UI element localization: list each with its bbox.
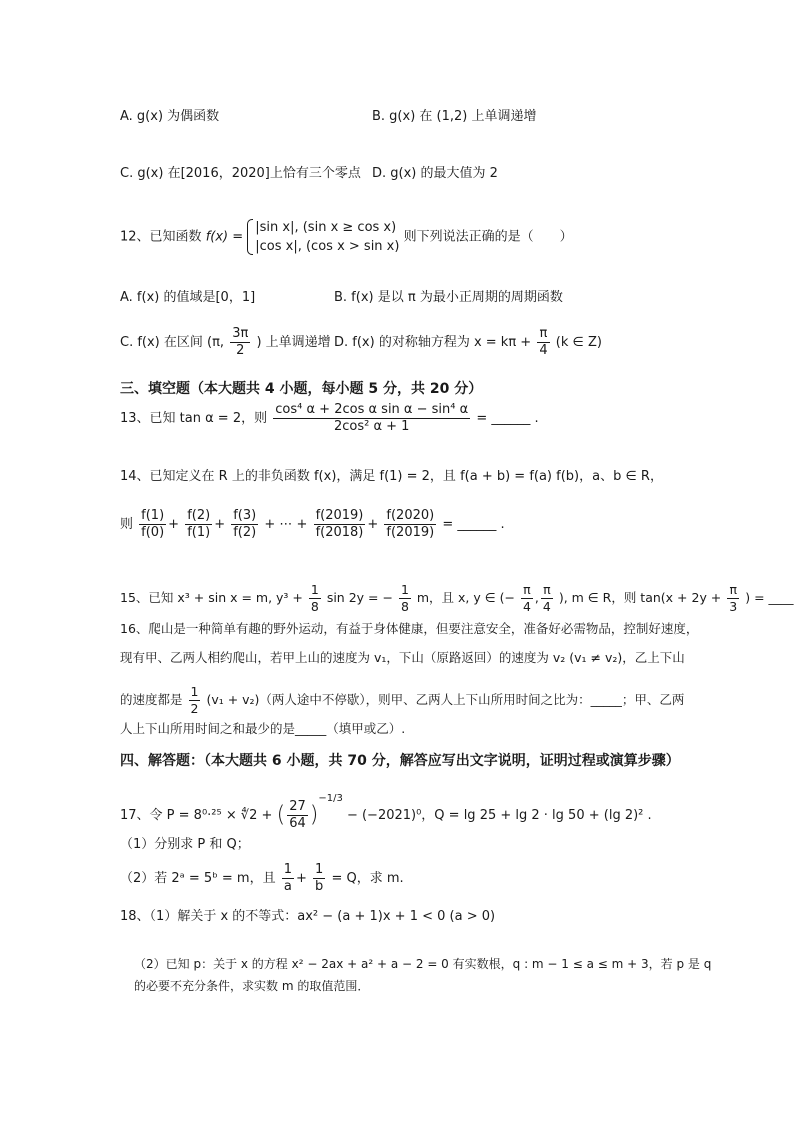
q16-line-3-post: (v₁ + v₂)（两人途中不停歇），则甲、乙两人上下山所用时间之比为：_____；甲、乙两 xyxy=(206,692,685,707)
q14-fraction-4 xyxy=(314,508,366,541)
q12-option-c xyxy=(120,326,331,359)
q15-fraction-e xyxy=(727,582,739,615)
q15-post: ) = ____ xyxy=(745,590,794,605)
q15-mid-2: m，且 x, y ∈ (− xyxy=(416,590,515,605)
q11-option-d: D. g(x) 的最大值为 2 xyxy=(372,166,498,181)
q17-fraction-b xyxy=(313,862,325,895)
q17-part-2-pre: （2）若 2ᵃ = 5ᵇ = m，且 xyxy=(120,871,276,886)
q12-case-2: |cos x|, (cos x > sin x) xyxy=(255,239,400,254)
q12-option-c-post: ) 上单调递增 xyxy=(256,335,331,350)
q15 xyxy=(120,582,794,615)
q12-suffix: 则下列说法正确的是（ ） xyxy=(403,229,573,245)
q12-option-d xyxy=(334,326,602,359)
q16-line-3 xyxy=(120,684,684,717)
fraction-denominator: 8 xyxy=(310,599,319,614)
fraction-denominator: 4 xyxy=(522,599,531,614)
fraction-denominator: 2 xyxy=(236,343,245,358)
fraction-denominator: 4 xyxy=(539,343,548,358)
fraction-numerator: π xyxy=(727,582,739,599)
q12-prefix: 12、已知函数 xyxy=(120,229,202,245)
fraction-numerator: 1 xyxy=(283,862,293,877)
q12-option-d-pre: D. f(x) 的对称轴方程为 x = kπ + xyxy=(334,335,532,350)
q16-line-4: 人上下山所用时间之和最少的是_____（填甲或乙）. xyxy=(120,721,406,736)
q15-pre: 15、已知 x³ + sin x = m, y³ + xyxy=(120,590,303,605)
fraction-numerator: f(2020) xyxy=(386,508,435,523)
q18-part-2-line-1: （2）已知 p：关于 x 的方程 x² − 2ax + a² + a − 2 = 0 有实数根，q : m − 1 ≤ a ≤ m + 3，若 p 是 q xyxy=(134,957,712,971)
fraction-numerator: π xyxy=(521,582,533,599)
q11-option-a: A. g(x) 为偶函数 xyxy=(120,109,220,124)
q14-pre: 则 xyxy=(120,517,134,532)
fraction-numerator: 27 xyxy=(289,799,306,814)
q14-fraction-3 xyxy=(231,508,258,541)
q16-line-2: 现有甲、乙两人相约爬山，若甲上山的速度为 v₁，下山（原路返回）的速度为 v₂ (v₁ ≠ v₂)，乙上下山 xyxy=(120,650,685,665)
fraction-denominator: 4 xyxy=(542,599,551,614)
q14-line-1: 14、已知定义在 R 上的非负函数 f(x)，满足 f(1) = 2，且 f(a + b) = f(a) f(b)，a、b ∈ R， xyxy=(120,469,663,484)
q12-piecewise xyxy=(247,218,399,256)
fraction-numerator: 3π xyxy=(232,326,249,341)
q17-part-1: （1）分别求 P 和 Q； xyxy=(120,837,250,852)
fraction-numerator: π xyxy=(541,582,553,599)
q11-option-c: C. g(x) 在[2016，2020]上恰有三个零点 xyxy=(120,166,361,181)
fraction-numerator: 1 xyxy=(190,684,199,699)
q12-option-d-post: (k ∈ Z) xyxy=(555,335,602,350)
fraction-numerator: f(3) xyxy=(233,508,257,523)
q16-line-3-pre: 的速度都是 xyxy=(120,692,183,707)
q17-stem xyxy=(120,790,652,832)
fraction-denominator: f(2) xyxy=(233,525,257,540)
fraction-denominator: 2 xyxy=(190,701,199,716)
q13 xyxy=(120,402,539,435)
q12-case-1: |sin x|, (sin x ≥ cos x) xyxy=(255,220,397,235)
q18-part-1: 18、（1）解关于 x 的不等式：ax² − (a + 1)x + 1 < 0 (a > 0) xyxy=(120,909,496,924)
left-paren: ( xyxy=(276,802,286,828)
fraction-numerator: 1 xyxy=(310,582,319,597)
q17-fraction xyxy=(287,799,308,832)
q12-stem: 12、已知函数 f(x) = |sin x|, (sin x ≥ cos x) |cos x|, (cos x > sin x) 则下列说法正确的是（ ） xyxy=(120,220,573,254)
fraction-denominator: f(2019) xyxy=(386,525,435,540)
section-3-heading: 三、填空题（本大题共 4 小题，每小题 5 分，共 20 分） xyxy=(120,381,483,397)
fraction-denominator: b xyxy=(315,879,324,894)
fraction-numerator: f(2) xyxy=(187,508,211,523)
fraction-numerator: cos⁴ α + 2cos α sin α − sin⁴ α xyxy=(275,402,469,417)
fraction-denominator: 3 xyxy=(729,599,738,614)
fraction-denominator: a xyxy=(283,879,292,894)
fraction-numerator: f(2019) xyxy=(315,508,364,523)
fraction-numerator: f(1) xyxy=(141,508,165,523)
section-4-heading: 四、解答题：（本大题共 6 小题，共 70 分，解答应写出文字说明，证明过程或演算步骤） xyxy=(120,753,680,769)
q14-dots: + ⋯ + xyxy=(264,517,308,532)
q17-part-2-post: = Q，求 m. xyxy=(331,871,404,886)
q15-comma: , xyxy=(534,590,539,605)
q13-fraction xyxy=(273,402,470,435)
q12-option-c-fraction xyxy=(230,326,250,359)
q15-fraction-d xyxy=(541,582,553,615)
q12-option-a: A. f(x) 的值域是[0，1] xyxy=(120,290,256,305)
right-paren: ) xyxy=(309,802,319,828)
q17-pre: 17、令 P = 8⁰·²⁵ × ∜2 + xyxy=(120,808,273,823)
fraction-denominator: 64 xyxy=(289,816,306,831)
q17-part-2: （2）若 2ᵃ = 5ᵇ = m，且 $\frac{1}{a}$ + $\frac{1}{b}$ = Q，求 m. xyxy=(120,862,404,894)
q14-fraction-5 xyxy=(384,508,436,541)
q16-half-fraction xyxy=(189,684,201,717)
fraction-numerator: π xyxy=(537,326,549,343)
q12-option-b: B. f(x) 是以 π 为最小正周期的周期函数 xyxy=(334,290,563,305)
q17-exponent: −1/3 xyxy=(318,793,343,804)
q12-option-c-pre: C. f(x) 在区间 (π, xyxy=(120,335,225,350)
fraction-denominator: f(2018) xyxy=(315,525,364,540)
q14-fraction-1 xyxy=(139,508,166,541)
fraction-denominator: 2cos² α + 1 xyxy=(333,419,410,434)
q14-line-2: 则 $\frac{f(1)}{f(0)}$ + $\frac{f(2)}{f(1)}$ + $\frac{f(3)}{f(2)}$ + ⋯ + $\frac{f(2019)}{f(2018)}$ + $\frac{f(2020)}{f(2019)}$ = ______ . xyxy=(120,508,505,540)
q15-fraction-a xyxy=(309,582,321,615)
q16-line-1: 16、爬山是一种简单有趣的野外运动，有益于身体健康，但要注意安全，准备好必需物品，控制好速度， xyxy=(120,621,699,636)
fraction-numerator: 1 xyxy=(315,862,324,877)
q13-post: = ______ . xyxy=(476,411,539,426)
q11-option-b: B. g(x) 在 (1,2) 上单调递增 xyxy=(372,109,537,124)
q12-option-d-fraction xyxy=(537,326,549,359)
fraction-denominator: f(1) xyxy=(187,525,211,540)
q15-fraction-c xyxy=(521,582,533,615)
q15-fraction-b xyxy=(399,582,411,615)
fraction-denominator: f(0) xyxy=(141,525,165,540)
q15-mid-3: ), m ∈ R，则 tan(x + 2y + xyxy=(558,590,722,605)
q14-fraction-2 xyxy=(185,508,212,541)
q17-fraction-a xyxy=(282,862,294,895)
q13-pre: 13、已知 tan α = 2，则 xyxy=(120,411,268,426)
q15-mid-1: sin 2y = − xyxy=(326,590,393,605)
q18-part-2-line-2: 的必要不充分条件，求实数 m 的取值范围． xyxy=(134,979,370,993)
q14-post: = ______ . xyxy=(442,517,505,532)
q17-post: − (−2021)⁰，Q = lg 25 + lg 2 · lg 50 + (lg 2)² . xyxy=(346,808,652,823)
fraction-denominator: 8 xyxy=(400,599,409,614)
fraction-numerator: 1 xyxy=(400,582,409,597)
